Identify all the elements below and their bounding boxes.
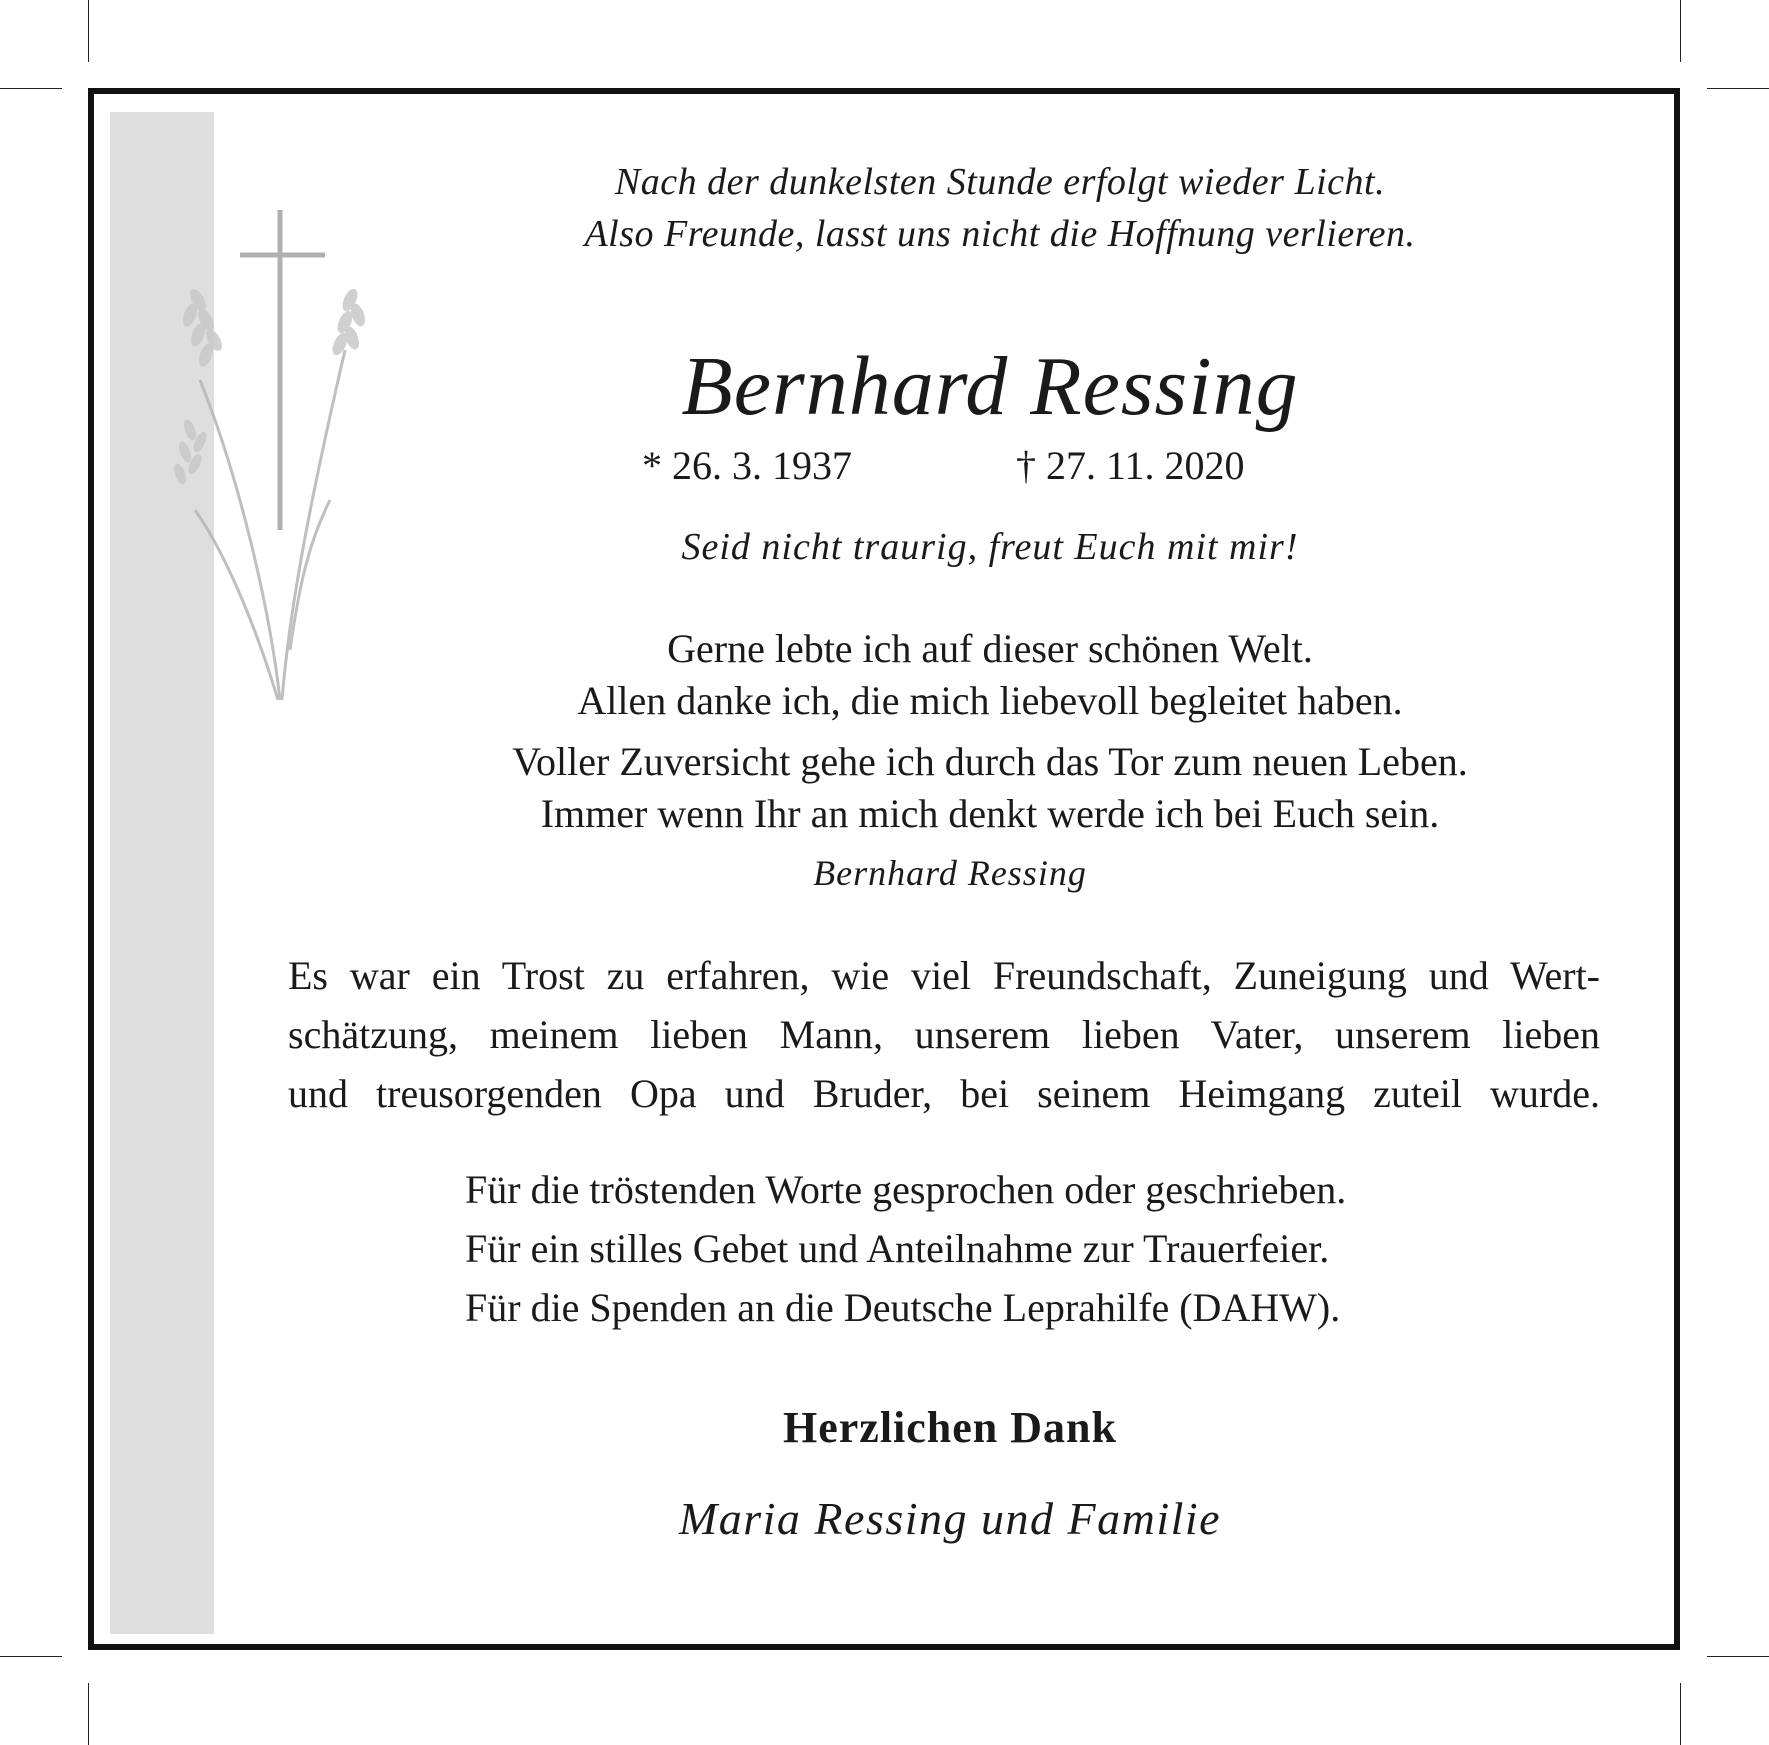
thanks-item: Für die tröstenden Worte gesprochen oder geschrieben.: [465, 1167, 1347, 1212]
family-signature: Maria Ressing und Familie: [678, 1493, 1222, 1544]
verse-line-4: Immer wenn Ihr an mich denkt werde ich bei Euch sein.: [540, 791, 1440, 836]
paragraph-line-1: Es war ein Trost zu erfahren, wie viel Freundschaft, Zuneigung und Wert-: [288, 953, 1600, 998]
quote: Seid nicht traurig, freut Euch mit mir!: [681, 526, 1299, 568]
motto-line-1: Nach der dunkelsten Stunde erfolgt wieder Licht.: [614, 161, 1386, 203]
verse-line-3: Voller Zuversicht gehe ich durch das Tor zum neuen Leben.: [512, 739, 1468, 784]
death-date: † 27. 11. 2020: [1016, 443, 1245, 488]
deceased-name: Bernhard Ressing: [681, 340, 1299, 433]
paragraph-line-2: schätzung, meinem lieben Mann, unserem lieben Vater, unserem lieben: [288, 1012, 1600, 1057]
birth-date: * 26. 3. 1937: [642, 443, 852, 488]
thanks-item: Für die Spenden an die Deutsche Leprahilfe (DAHW).: [465, 1285, 1341, 1330]
motto-line-2: Also Freunde, lasst uns nicht die Hoffnung verlieren.: [584, 213, 1416, 255]
thank-you-paragraph: [288, 946, 1600, 1123]
thanks-list: [465, 1160, 1346, 1337]
verse-author: Bernhard Ressing: [813, 853, 1087, 893]
closing-thanks: Herzlichen Dank: [783, 1403, 1117, 1452]
verse-line-2: Allen danke ich, die mich liebevoll begleitet haben.: [577, 678, 1403, 723]
thanks-item: Für ein stilles Gebet und Anteilnahme zur Trauerfeier.: [465, 1226, 1330, 1271]
paragraph-line-3: und treusorgenden Opa und Bruder, bei seinem Heimgang zuteil wurde.: [288, 1071, 1600, 1116]
verse-line-1: Gerne lebte ich auf dieser schönen Welt.: [667, 626, 1313, 671]
